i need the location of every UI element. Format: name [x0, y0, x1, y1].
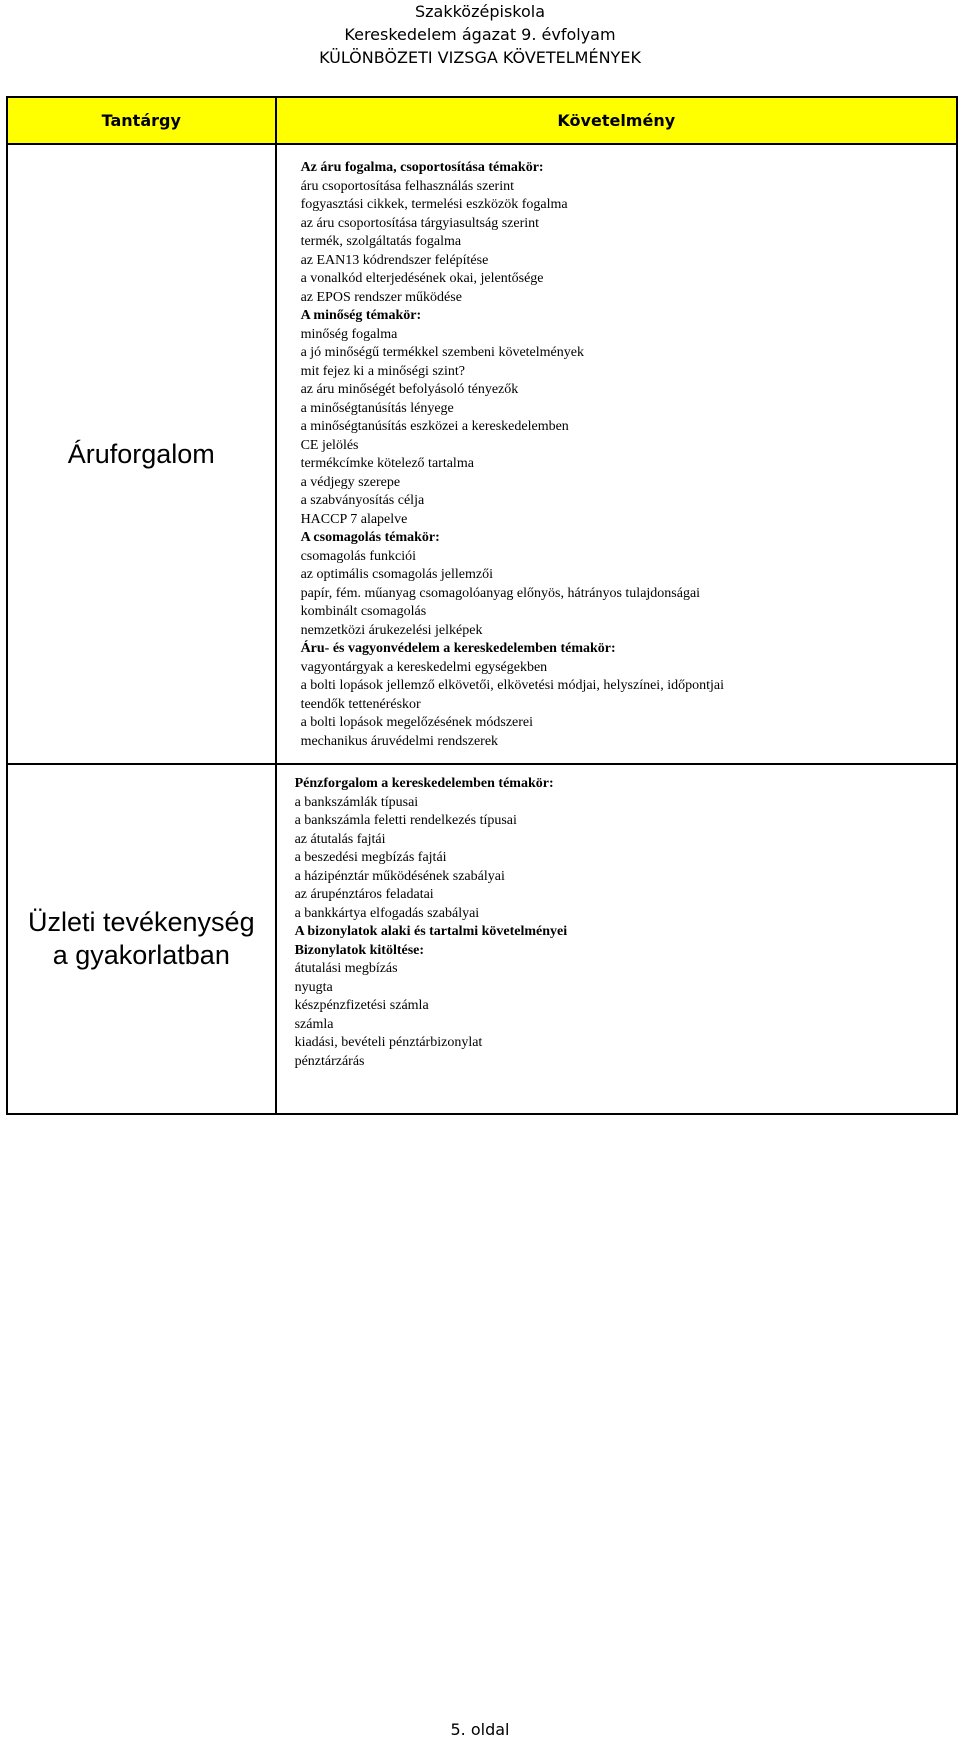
requirement-item: a bolti lopások megelőzésének módszerei: [300, 715, 534, 730]
requirement-item: a beszedési megbízás fajtái: [294, 850, 447, 865]
subject-cell-aruforgalom: [7, 144, 276, 764]
page-header: [0, 0, 960, 69]
requirement-item: a bankkártya elfogadás szabályai: [294, 905, 480, 921]
topic-heading: Áru- és vagyonvédelem a kereskedelemben témakör:: [300, 641, 616, 656]
requirement-item: készpénzfizetési számla: [294, 998, 429, 1013]
requirement-item: a vonalkód elterjedésének okai, jelentősége: [300, 271, 544, 286]
requirement-item: nyugta: [294, 979, 333, 995]
requirement-item: a jó minőségű termékkel szembeni követelmények: [300, 345, 584, 360]
requirement-item: HACCP 7 alapelve: [300, 511, 408, 527]
table-row: [7, 764, 957, 1114]
requirement-item: mit fejez ki a minőségi szint?: [300, 363, 466, 379]
page-number: 5. oldal: [450, 1720, 510, 1739]
sector-grade: Kereskedelem ágazat 9. évfolyam: [344, 25, 616, 44]
table-row: [7, 144, 957, 764]
requirement-item: az EPOS rendszer működése: [300, 289, 462, 305]
subject-name-line-2: a gyakorlatban: [52, 940, 230, 970]
requirement-item: fogyasztási cikkek, termelési eszközök fogalma: [300, 197, 568, 212]
requirement-item: kiadási, bevételi pénztárbizonylat: [294, 1035, 483, 1050]
requirement-item: a házipénztár működésének szabályai: [294, 868, 505, 884]
requirement-item: CE jelölés: [300, 437, 359, 453]
requirement-item: a bolti lopások jellemző elkövetői, elkövetési módjai, helyszínei, időpontjai: [300, 678, 724, 693]
topic-heading: A csomagolás témakör:: [300, 530, 440, 545]
topic-heading: A minőség témakör:: [300, 308, 422, 323]
subject-name-line-1: Üzleti tevékenység: [27, 907, 255, 937]
topic-heading: Az áru fogalma, csoportosítása témakör:: [300, 160, 544, 175]
requirement-item: a szabványosítás célja: [300, 493, 425, 508]
table-header-row: [7, 97, 957, 144]
requirement-item: áru csoportosítása felhasználás szerint: [300, 178, 514, 194]
requirement-item: csomagolás funkciói: [300, 548, 417, 564]
topic-heading: A bizonylatok alaki és tartalmi követelményei: [294, 924, 568, 939]
column-header-requirement: Követelmény: [276, 97, 957, 144]
requirement-item: az átutalás fajtái: [294, 831, 386, 847]
requirement-item: nemzetközi árukezelési jelképek: [300, 622, 483, 638]
document-title: KÜLÖNBÖZETI VIZSGA KÖVETELMÉNYEK: [319, 48, 641, 67]
requirement-item: papír, fém. műanyag csomagolóanyag előnyös, hátrányos tulajdonságai: [300, 585, 701, 601]
requirement-item: a minőségtanúsítás eszközei a kereskedelemben: [300, 419, 569, 434]
requirement-item: számla: [294, 1016, 334, 1032]
subject-name: Áruforgalom: [67, 438, 215, 469]
requirement-cell-aruforgalom: [276, 144, 957, 764]
requirement-list: [277, 145, 956, 763]
requirement-item: az áru csoportosítása tárgyiasultság szerint: [300, 215, 540, 231]
topic-heading: Pénzforgalom a kereskedelemben témakör:: [294, 776, 554, 791]
requirement-item: termék, szolgáltatás fogalma: [300, 234, 462, 249]
requirement-list: [277, 765, 956, 1083]
column-header-subject: Tantárgy: [7, 97, 276, 144]
requirement-item: az EAN13 kódrendszer felépítése: [300, 252, 489, 268]
requirement-item: az optimális csomagolás jellemzői: [300, 567, 494, 582]
requirement-item: a védjegy szerepe: [300, 474, 401, 490]
requirement-item: a minőségtanúsítás lényege: [300, 400, 454, 416]
requirement-item: vagyontárgyak a kereskedelmi egységekben: [300, 659, 548, 675]
requirement-item: teendők tettenéréskor: [300, 696, 421, 712]
requirement-item: a bankszámla feletti rendelkezés típusai: [294, 813, 517, 828]
requirement-item: pénztárzárás: [294, 1053, 365, 1069]
requirement-item: termékcímke kötelező tartalma: [300, 456, 474, 471]
requirements-table: [6, 96, 958, 1115]
topic-heading: Bizonylatok kitöltése:: [294, 942, 425, 958]
subject-cell-uzleti-tevekenyseg: [7, 764, 276, 1114]
requirement-item: az árupénztáros feladatai: [294, 887, 434, 902]
requirement-item: minőség fogalma: [300, 326, 398, 342]
requirement-item: kombinált csomagolás: [300, 604, 427, 619]
requirement-cell-uzleti-tevekenyseg: [276, 764, 957, 1114]
requirement-item: az áru minőségét befolyásoló tényezők: [300, 382, 519, 397]
requirement-item: mechanikus áruvédelmi rendszerek: [300, 733, 499, 749]
requirement-item: a bankszámlák típusai: [294, 794, 419, 810]
requirement-item: átutalási megbízás: [294, 961, 398, 976]
school-type: Szakközépiskola: [414, 2, 546, 21]
